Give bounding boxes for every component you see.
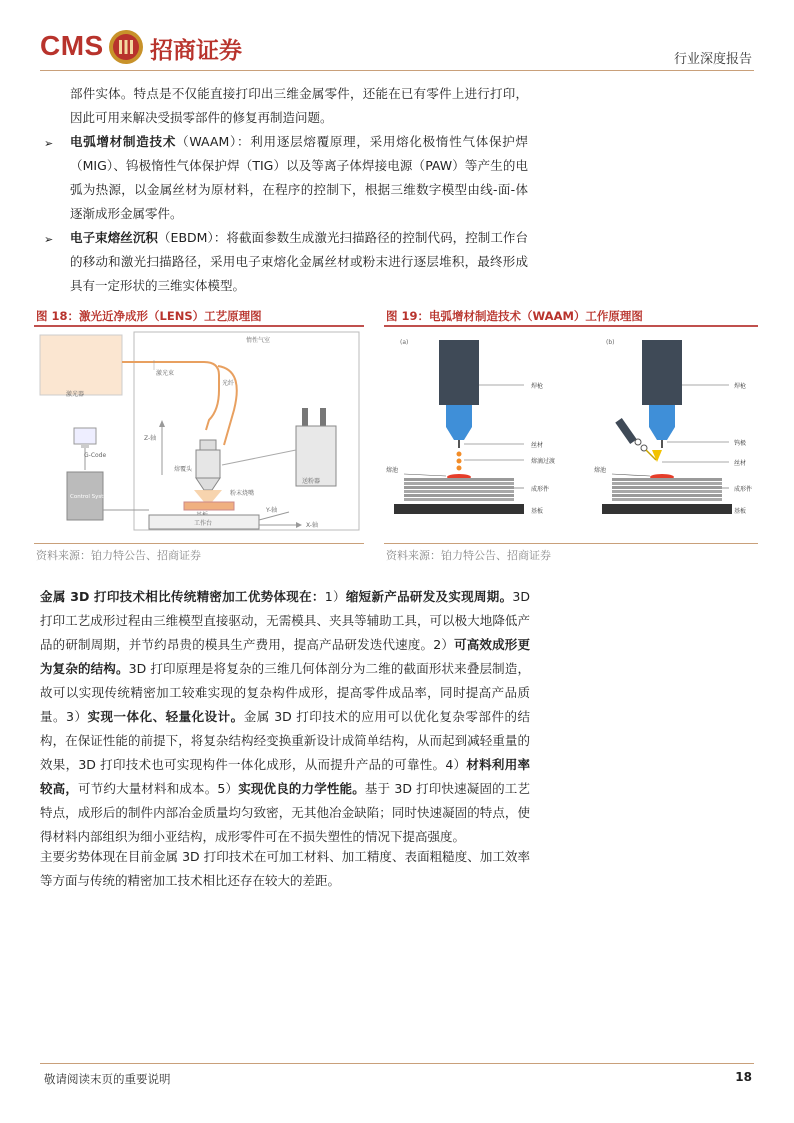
logo-chinese-name: 招商证券 — [150, 37, 242, 64]
point-2-index: 2） — [433, 637, 455, 652]
figure-19-source: 资料来源：铂力特公告、招商证券 — [386, 549, 551, 562]
fig19-panel-b: (b) — [606, 339, 615, 346]
point-5-text: 基于 3D 打印快速凝固的工艺特点，成形后的制件内部冶金质量均匀致密，无其他冶金缺陷；同时快速凝固的特点，使得材料内部组织为细小亚结构，成形零件可在不损失塑性的情况下提高强度。 — [40, 781, 530, 844]
header-divider — [40, 70, 754, 71]
figure-19-waam-diagram — [384, 330, 758, 540]
bullet-ebdm-title: 电子束熔丝沉积 — [70, 230, 158, 245]
fig19b-label-wire: 丝材 — [734, 460, 747, 467]
report-type-label: 行业深度报告 — [673, 52, 752, 67]
fig18-label-nozzle: 熔覆头 — [174, 466, 193, 473]
point-1-text: 3D 打印工艺成形过程由三维模型直接驱动，无需模具、夹具等辅助工具，可以极大地降低产品的研制周期，并节约昂贵的模具生产费用，提高产品研发迭代速度。 — [40, 589, 530, 652]
paragraph-continuation: 部件实体。特点是不仅能直接打印出三维金属零件，还能在已有零件上进行打印，因此可用来解决受损零部件的修复再制造问题。 — [70, 86, 528, 125]
logo-emblem-icon — [107, 28, 145, 66]
point-5-index: 5） — [217, 781, 239, 796]
fig18-label-control: Control System — [70, 494, 113, 500]
fig19a-label-substrate: 基板 — [531, 508, 544, 515]
figure-18-title: 图 18：激光近净成形（LENS）工艺原理图 — [36, 309, 262, 323]
point-3-text: 金属 3D 打印技术的应用可以优化复杂零部件的结构，在保证性能的前提下，将复杂结构经变换重新设计成简单结构，从而起到减轻重量的效果，3D 打印技术也可实现构件一体化成形，从而提升产品的可靠性。 — [40, 709, 530, 772]
footer-divider — [40, 1063, 754, 1064]
disadvantages-paragraph: 主要劣势体现在目前金属 3D 打印技术在可加工材料、加工精度、表面粗糙度、加工效率等方面与传统的精密加工技术相比还存在较大的差距。 — [40, 849, 530, 888]
point-2-text: 3D 打印原理是将复杂的三维几何体剖分为二维的截面形状来叠层制造，故可以实现传统精密加工较难实现的复杂构件成形，提高零件成品率，同时提高产品质量。 — [40, 661, 530, 724]
fig19-panel-a: (a) — [400, 339, 409, 346]
fig18-label-powder-flow: 粉末烧嘴 — [230, 490, 255, 497]
fig19a-label-torch: 焊枪 — [531, 383, 544, 390]
fig19b-label-part: 成形件 — [734, 486, 753, 493]
fig18-label-laser: 激光器 — [66, 391, 85, 398]
point-3-index: 3） — [66, 709, 88, 724]
bullet-waam — [70, 130, 528, 226]
fig18-label-y-axis: Y-轴 — [266, 507, 278, 514]
figure-18-top-rule — [34, 325, 364, 327]
bullet-arrow-icon: ➢ — [44, 137, 54, 150]
fig19b-label-torch: 焊枪 — [734, 383, 747, 390]
point-2-title: 可高效成形更为复杂的结构。 — [40, 637, 530, 676]
point-3-title: 实现一体化、轻量化设计。 — [87, 709, 244, 724]
advantages-paragraph — [40, 585, 530, 849]
figure-19-bottom-rule — [384, 543, 758, 544]
figure-19-title: 图 19：电弧增材制造技术（WAAM）工作原理图 — [386, 309, 643, 323]
point-4-title: 材料利用率较高， — [40, 757, 530, 796]
figure-18-bottom-rule — [34, 543, 364, 544]
fig18-label-z-axis: Z-轴 — [144, 435, 157, 442]
fig18-label-inert-gas: 惰性气室 — [246, 337, 271, 344]
fig19a-label-droplet: 熔滴过渡 — [531, 458, 556, 465]
bullet-waam-title: 电弧增材制造技术 — [70, 134, 177, 149]
point-5-title: 实现优良的力学性能。 — [238, 781, 365, 796]
fig19a-label-pool: 熔池 — [386, 467, 399, 474]
figure-18-lens-diagram — [34, 330, 364, 540]
fig18-label-gcode: G-Code — [84, 452, 107, 459]
footer-notice: 敬请阅读末页的重要说明 — [44, 1072, 171, 1086]
figure-19-top-rule — [384, 325, 758, 327]
fig18-label-powder-feeder: 送粉器 — [302, 478, 321, 485]
fig18-label-laser-beam: 激光束 — [156, 370, 175, 377]
figure-18-source: 资料来源：铂力特公告、招商证券 — [36, 549, 201, 562]
point-1-title: 缩短新产品研发及实现周期。 — [345, 589, 513, 604]
fig19b-label-substrate: 基板 — [734, 508, 747, 515]
point-1-index: 1） — [324, 589, 346, 604]
bullet-ebdm-text: （EBDM）：将截面参数生成激光扫描路径的控制代码，控制工作台的移动和激光扫描路径，采用电子束熔化金属丝材或粉末进行逐层堆积，最终形成具有一定形状的三维实体模型。 — [70, 230, 528, 293]
point-4-text: 可节约大量材料和成本。 — [78, 781, 218, 796]
fig18-label-x-axis: X-轴 — [306, 522, 318, 529]
fig19a-label-part: 成形件 — [531, 486, 550, 493]
point-4-index: 4） — [445, 757, 467, 772]
fig19b-label-pool: 熔池 — [594, 467, 607, 474]
advantages-lead: 金属 3D 打印技术相比传统精密加工优势体现在： — [40, 589, 325, 604]
page-number: 18 — [735, 1070, 752, 1084]
fig18-label-fiber: 光纤 — [222, 380, 235, 387]
logo-cms: CMS — [40, 30, 104, 61]
fig19a-label-wire: 丝材 — [531, 442, 544, 449]
fig18-label-table: 工作台 — [194, 520, 213, 527]
bullet-arrow-icon: ➢ — [44, 233, 54, 246]
bullet-waam-text: （WAAM）：利用逐层熔覆原理，采用熔化极惰性气体保护焊（MIG）、钨极惰性气体保护焊（TIG）以及等离子体焊接电源（PAW）等产生的电弧为热源，以金属丝材为原材料，在程序的控制下，根据三维数字模型由线-面-体逐渐成形金属零件。 — [70, 134, 528, 221]
fig19b-label-tungsten: 钨极 — [734, 440, 747, 447]
bullet-ebdm — [70, 226, 528, 298]
